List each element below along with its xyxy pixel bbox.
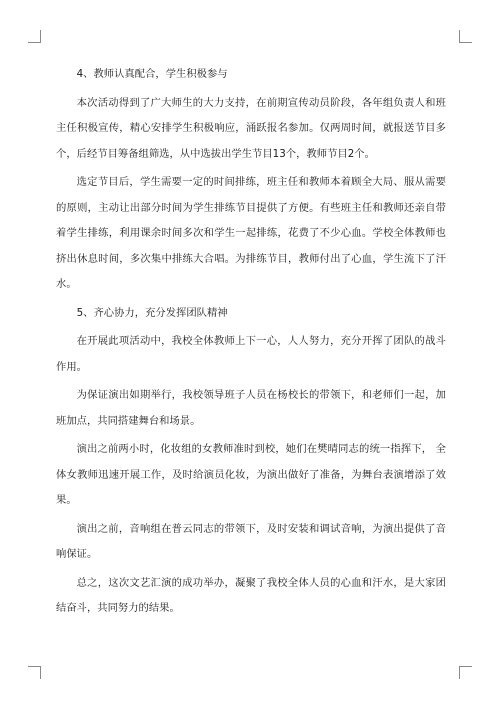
crop-mark-top-left (28, 30, 41, 43)
paragraph-conclusion: 总之，这次文艺汇演的成功举办，凝聚了我校全体人员的心血和汗水，是大家团结奋斗，共同努力的结果。 (56, 576, 446, 614)
paragraph-teamwork: 在开展此项活动中，我校全体教师上下一心，人人努力，充分开挥了团队的战斗作用。 (56, 335, 446, 373)
paragraph-support: 本次活动得到了广大师生的大力支持，在前期宣传动员阶段，各年组负责人和班主任积极宣传，精心安排学生积极响应，涌跃报名参加。仅两周时间，就报送节目多个，后经节目筹备组筛选，从中选拔出学生节目13个，教师节目2个。 (56, 96, 446, 160)
crop-mark-bottom-left (28, 666, 41, 679)
section-heading-5: 5、齐心协力，充分发挥团队精神 (76, 306, 228, 319)
section-heading-4: 4、教师认真配合，学生积极参与 (76, 68, 228, 80)
crop-mark-top-right (459, 30, 472, 43)
paragraph-makeup: 演出之前两小时，化妆组的女教师准时到校，她们在樊晴同志的统一指挥下， 全体女教师迅速开展工作，及时给演员化妆，为演出做好了准备，为舞台表演增添了效果。 (56, 443, 446, 506)
crop-mark-bottom-right (459, 666, 472, 679)
document-body (56, 62, 446, 622)
paragraph-rehearsal: 选定节目后，学生需要一定的时间排练，班主任和教师本着顾全大局、服从需要的原则，主动让出部分时间为学生排练节目提供了方便。有些班主任和教师还亲自带着学生排练，利用课余时间多次和学生一起排练，花费了不少心血。学校全体教师也挤出休息时间，多次集中排练大合唱。为排练节目，教师付出了心血，学生流下了汗水。 (56, 176, 446, 290)
paragraph-stage-building: 为保证演出如期举行，我校领导班子人员在杨校长的带领下，和老师们一起，加班加点，共同搭建舞台和场景。 (56, 389, 446, 427)
paragraph-sound: 演出之前，音响组在普云同志的带领下，及时安装和调试音响，为演出提供了音响保证。 (56, 522, 446, 560)
